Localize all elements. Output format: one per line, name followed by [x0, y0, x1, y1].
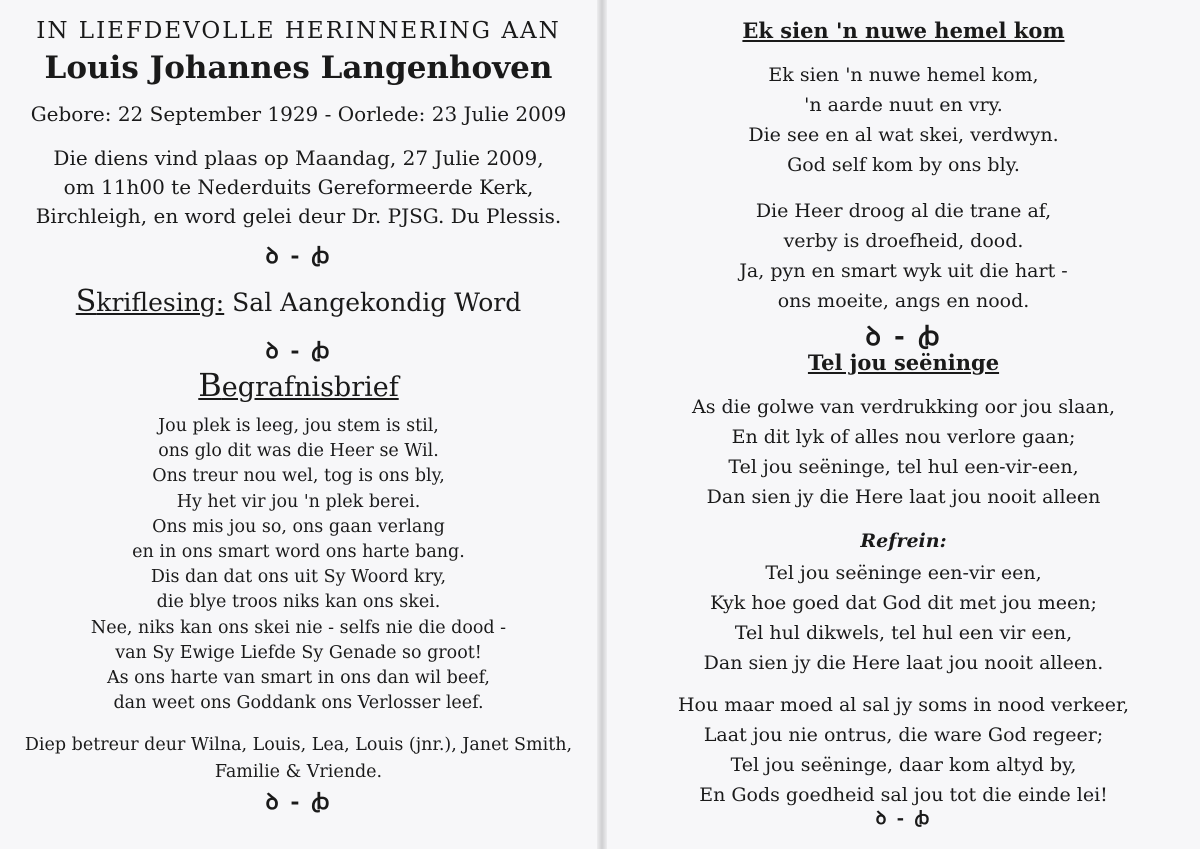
poem-line: As ons harte van smart in ons dan wil beef, — [107, 668, 490, 689]
birth-death-dates: Gebore: 22 September 1929 - Oorlede: 23 Julie 2009 — [30, 102, 567, 126]
hymn-stanza — [607, 690, 1200, 810]
hymn-title-blessings: Tel jou seëninge — [807, 350, 1000, 375]
hymn-stanza — [607, 60, 1200, 180]
verse-line: God self kom by ons bly. — [787, 154, 1020, 176]
service-line: Die diens vind plaas op Maandag, 27 Julie 2009, — [53, 146, 544, 170]
service-line: om 11h00 te Nederduits Gereformeerde Kerk, — [63, 175, 534, 199]
ornament-divider: ꝺ - ꞗ — [875, 808, 932, 829]
mourned-line: Familie & Vriende. — [214, 762, 383, 782]
verse-line: Tel jou seëninge, tel hul een-vir-een, — [728, 456, 1079, 478]
burial-letter-title — [0, 366, 597, 404]
verse-line: 'n aarde nuut en vry. — [804, 94, 1003, 116]
verse-line: Tel hul dikwels, tel hul een vir een, — [734, 622, 1073, 644]
service-details — [0, 144, 597, 231]
poem-line: Ons mis jou so, ons gaan verlang — [152, 516, 445, 537]
hymn-stanza — [607, 392, 1200, 512]
poem-line: dan weet ons Goddank ons Verlosser leef. — [113, 693, 484, 714]
scripture-reading — [0, 284, 597, 319]
poem-line: Dis dan dat ons uit Sy Woord kry, — [150, 567, 447, 588]
refrain-label: Refrein: — [860, 530, 947, 552]
scripture-label-rest: kriflesing: — [96, 288, 225, 317]
left-page — [0, 0, 597, 849]
refrain-stanza — [607, 558, 1200, 678]
ornament-divider: ꝺ - ꞗ — [265, 338, 332, 364]
deceased-name: Louis Johannes Langenhoven — [44, 50, 553, 86]
verse-line: Ek sien 'n nuwe hemel kom, — [768, 64, 1039, 86]
verse-line: En dit lyk of alles nou verlore gaan; — [731, 426, 1076, 448]
verse-line: As die golwe van verdrukking oor jou slaan, — [691, 396, 1116, 418]
poem-line: die blye troos niks kan ons skei. — [156, 592, 441, 613]
burial-poem — [0, 414, 597, 716]
mourned-by — [0, 732, 597, 786]
scripture-value: Sal Aangekondig Word — [224, 288, 522, 317]
burial-initial: B — [198, 366, 222, 404]
verse-line: Die Heer droog al die trane af, — [755, 200, 1052, 222]
service-line: Birchleigh, en word gelei deur Dr. PJSG. Du Plessis. — [35, 204, 562, 228]
verse-line: En Gods goedheid sal jou tot die einde lei! — [699, 784, 1108, 806]
hymn-title-new-heaven: Ek sien 'n nuwe hemel kom — [742, 18, 1065, 43]
poem-line: Hy het vir jou 'n plek berei. — [176, 491, 421, 512]
right-page — [607, 0, 1200, 849]
poem-line: van Sy Ewige Liefde Sy Genade so groot! — [115, 642, 482, 663]
verse-line: ons moeite, angs en nood. — [777, 290, 1030, 312]
verse-line: Tel jou seëninge, daar kom altyd by, — [730, 754, 1077, 776]
hymn-stanza — [607, 196, 1200, 316]
ornament-divider: ꝺ - ꞗ — [865, 322, 942, 352]
verse-line: Hou maar moed al sal jy soms in nood verkeer, — [677, 694, 1130, 716]
ornament-divider: ꝺ - ꞗ — [265, 243, 332, 269]
poem-line: en in ons smart word ons harte bang. — [132, 542, 465, 563]
poem-line: Jou plek is leeg, jou stem is stil, — [158, 416, 439, 436]
verse-line: Dan sien jy die Here laat jou nooit alleen. — [703, 652, 1104, 674]
ornament-divider: ꝺ - ꞗ — [265, 789, 332, 815]
verse-line: Laat jou nie ontrus, die ware God regeer; — [703, 724, 1104, 746]
poem-line: Nee, niks kan ons skei nie - selfs nie die dood - — [90, 617, 507, 638]
scripture-label — [75, 284, 225, 319]
burial-title-rest: egrafnisbrief — [221, 372, 399, 403]
verse-line: Ja, pyn en smart wyk uit die hart - — [739, 260, 1068, 282]
verse-line: Kyk hoe goed dat God dit met jou meen; — [710, 592, 1097, 614]
page-fold — [597, 0, 607, 849]
verse-line: verby is droefheid, dood. — [783, 230, 1024, 252]
verse-line: Tel jou seëninge een-vir een, — [765, 562, 1042, 584]
scripture-initial: S — [75, 284, 97, 319]
verse-line: Dan sien jy die Here laat jou nooit alleen — [706, 486, 1101, 508]
intro-heading: IN LIEFDEVOLLE HERINNERING AAN — [36, 18, 561, 44]
poem-line: Ons treur nou wel, tog is ons bly, — [152, 466, 445, 487]
mourned-line: Diep betreur deur Wilna, Louis, Lea, Louis (jnr.), Janet Smith, — [24, 735, 573, 755]
verse-line: Die see en al wat skei, verdwyn. — [748, 124, 1059, 146]
poem-line: ons glo dit was die Heer se Wil. — [158, 441, 439, 462]
